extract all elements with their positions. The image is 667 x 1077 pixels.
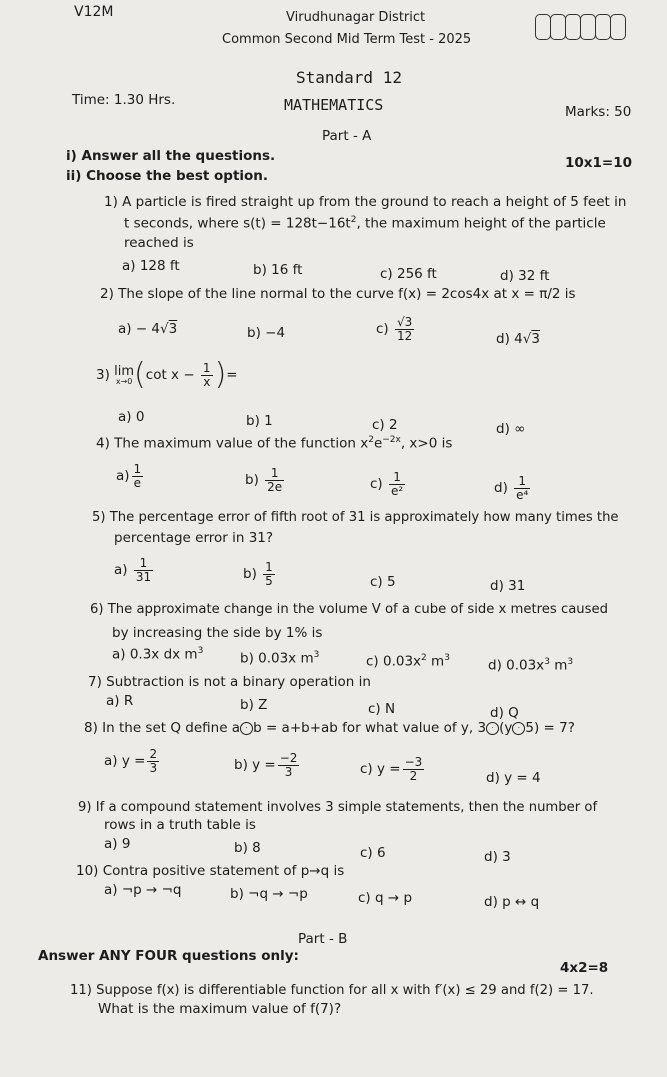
part-b-title: Part - B (298, 931, 348, 947)
q2-d-pre: d) 4 (496, 331, 523, 347)
q6-option-b (240, 650, 319, 667)
q3-lim-top: lim (114, 363, 135, 379)
q1-line2a: t seconds, where s(t) = 128t−16t (124, 215, 351, 232)
q8-option-c (360, 756, 426, 782)
q5-a-pre: a) (114, 562, 128, 579)
q3-f-den: x (203, 374, 211, 389)
marks-label: Marks: 50 (565, 104, 632, 120)
instruction-2: ii) Choose the best option. (66, 168, 269, 184)
q9-option-d: d) 3 (484, 849, 511, 865)
q10-option-b: b) ¬q → ¬p (230, 886, 308, 902)
q2-a-rad: 3 (168, 321, 178, 337)
q3-option-c: c) 2 (372, 417, 398, 433)
q3-num: 3) (96, 367, 110, 383)
q5-line1: 5) The percentage error of fifth root of 31 is approximately how many times the (92, 510, 619, 525)
time-label: Time: 1.30 Hrs. (72, 92, 176, 108)
q4-option-a (116, 463, 145, 489)
standard-title: Standard 12 (296, 68, 402, 87)
q4-b-frac (265, 467, 284, 493)
q4-c-frac (389, 471, 405, 497)
q2-c-num: √3 (397, 315, 413, 329)
q4-a-pre: a) (116, 468, 130, 485)
q6-line1: 6) The approximate change in the volume V of a cube of side x metres caused (90, 602, 609, 617)
q1-option-c: c) 256 ft (380, 266, 437, 282)
q4-b-num: 1 (265, 467, 284, 481)
q9-line2: rows in a truth table is (104, 817, 256, 833)
q5-b-num: 1 (265, 560, 273, 574)
q5-option-b (243, 561, 277, 587)
q8-b-den: 3 (284, 764, 293, 779)
q1-option-a: a) 128 ft (122, 258, 180, 274)
q3-limit (114, 365, 134, 386)
q11-line1: 11) Suppose f(x) is differentiable function for all x with f′(x) ≤ 29 and f(2) = 17. (70, 983, 594, 998)
q1-line2 (124, 215, 606, 232)
q8-c-pre: c) y = (360, 761, 401, 778)
q8-option-d: d) y = 4 (486, 770, 541, 786)
q3-option-b: b) 1 (246, 413, 273, 429)
q4-b-pre: b) (245, 472, 259, 489)
operation-circle-icon: · (512, 722, 525, 735)
q8-a-num: 2 (149, 747, 158, 761)
q6-c-sup1: 2 (421, 653, 427, 663)
q6-d-pre: d) 0.03x (488, 657, 545, 674)
operation-circle-icon: · (240, 722, 253, 735)
district-title: Virudhunagar District (286, 10, 426, 25)
test-title: Common Second Mid Term Test - 2025 (222, 32, 472, 47)
q8-c-den: 2 (409, 768, 418, 783)
q5-a-num: 1 (134, 557, 153, 571)
q6-c-mid: m (426, 653, 445, 670)
q3-frac (201, 362, 213, 388)
q1-line3: reached is (124, 235, 194, 251)
q1-sup: 2 (350, 215, 357, 225)
q8-t3: (y (499, 720, 513, 736)
q1-option-b: b) 16 ft (253, 262, 303, 278)
q8-a-frac (147, 748, 159, 774)
q4-mid: e (373, 435, 383, 452)
q7-option-c: c) N (368, 701, 396, 717)
q4-d-num: 1 (514, 475, 530, 489)
q4-option-d (494, 475, 532, 501)
q6-d-sup1: 3 (544, 657, 550, 667)
q2-c-pre: c) (376, 321, 389, 338)
q3-question: 3) lim x→0 (cot x − $\frac{1}{x}$ )= (96, 357, 238, 392)
q8-t2: b = a+b+ab for what value of y, 3 (253, 720, 487, 736)
q10-text: 10) Contra positive statement of p→q is (76, 863, 345, 879)
q9-option-b: b) 8 (234, 840, 261, 856)
part-b-instruction: Answer ANY FOUR questions only: (38, 948, 299, 964)
q1-option-d: d) 32 ft (500, 268, 550, 284)
q4-text (96, 435, 452, 452)
q6-option-a (112, 646, 203, 663)
q5-b-pre: b) (243, 566, 257, 583)
q5-a-den: 31 (135, 569, 152, 584)
instruction-1: i) Answer all the questions. (66, 148, 276, 164)
q4-d-pre: d) (494, 480, 508, 497)
q10-option-c: c) q → p (358, 890, 413, 906)
q4-a-num: 1 (133, 462, 142, 476)
q8-b-frac (278, 752, 300, 778)
operation-circle-icon: · (486, 722, 499, 735)
q6-option-d (488, 657, 573, 674)
q8-t4: 5) = 7? (525, 720, 575, 736)
q2-option-a: a) − 4√3 (118, 321, 178, 337)
part-a-title: Part - A (322, 128, 372, 144)
q4-s1: 2 (368, 435, 374, 445)
q8-text (84, 720, 575, 736)
q8-a-den: 3 (149, 760, 158, 775)
q1-line2b: , the maximum height of the particle (356, 215, 606, 232)
q11-line2: What is the maximum value of f(7)? (98, 1001, 342, 1017)
q1-line1: 1) A particle is fired straight up from the ground to reach a height of 5 feet in (104, 194, 627, 210)
q2-option-d: d) 4√3 (496, 331, 540, 347)
q4-option-c (370, 471, 407, 497)
q7-text: 7) Subtraction is not a binary operation in (88, 674, 371, 690)
subject-title: MATHEMATICS (284, 96, 384, 114)
q8-b-pre: b) y = (234, 757, 276, 774)
part-b-marks: 4x2=8 (560, 960, 609, 976)
q4-d-den: e⁴ (516, 487, 529, 502)
q6-line2: by increasing the side by 1% is (112, 625, 323, 641)
q4-d-frac (514, 475, 530, 501)
q2-d-rad: 3 (531, 331, 540, 347)
q4-s2: −2x (382, 435, 401, 445)
q4-c-den: e² (391, 483, 404, 498)
q2-a-pre: a) − 4 (118, 321, 161, 337)
q8-b-num: −2 (279, 751, 298, 765)
q6-c-sup2: 3 (444, 653, 450, 663)
q9-option-c: c) 6 (360, 845, 386, 861)
q10-option-d: d) p ↔ q (484, 894, 540, 910)
q2-c-den: 12 (397, 328, 413, 343)
q3-eq: = (226, 367, 238, 383)
q4-c-num: 1 (389, 471, 405, 485)
q3-lim-bot: x→0 (115, 376, 133, 386)
q8-option-b (234, 752, 301, 778)
q8-a-pre: a) y = (104, 753, 146, 770)
register-number-boxes (535, 14, 625, 44)
q4-a-frac (132, 463, 144, 489)
part-a-marks: 10x1=10 (565, 155, 632, 171)
q5-a-frac (134, 557, 153, 583)
q5-b-den: 5 (265, 573, 273, 588)
q4-text-b: , x>0 is (400, 435, 453, 452)
q3-option-d: d) ∞ (496, 421, 526, 437)
q2-option-c (376, 316, 416, 342)
q7-option-d: d) Q (490, 705, 519, 721)
q9-option-a: a) 9 (104, 836, 131, 852)
q5-option-a (114, 557, 155, 583)
q4-b-den: 2e (267, 479, 283, 494)
q5-line2: percentage error in 31? (114, 530, 274, 546)
q2-text: 2) The slope of the line normal to the curve f(x) = 2cos4x at x = π/2 is (100, 286, 576, 302)
q5-b-frac (263, 561, 275, 587)
q6-a-sup: 3 (197, 646, 204, 656)
q5-option-c: c) 5 (370, 574, 396, 590)
q8-t1: 8) In the set Q define a (84, 720, 241, 736)
q4-a-den: e (133, 475, 142, 490)
q6-d-sup2: 3 (567, 657, 574, 667)
q4-option-b (245, 467, 286, 493)
q6-option-c (366, 653, 450, 670)
q4-text-a: 4) The maximum value of the function x (96, 435, 369, 452)
q10-option-a: a) ¬p → ¬q (104, 882, 182, 898)
q6-b-sup: 3 (313, 650, 320, 660)
q7-option-a: a) R (106, 693, 134, 709)
q2-c-frac (395, 316, 414, 342)
q2-option-b: b) −4 (247, 325, 286, 341)
q7-option-b: b) Z (240, 697, 268, 713)
q3-option-a: a) 0 (118, 409, 145, 425)
q6-d-mid: m (549, 657, 568, 674)
q8-c-num: −3 (404, 755, 423, 769)
q6-a-pre: a) 0.3x dx m (112, 646, 198, 663)
q9-line1: 9) If a compound statement involves 3 simple statements, then the number of (78, 800, 598, 815)
q4-c-pre: c) (370, 476, 383, 493)
q6-c-pre: c) 0.03x (366, 653, 422, 670)
q3-f-num: 1 (202, 360, 211, 375)
q8-c-frac (403, 756, 425, 782)
q5-option-d: d) 31 (490, 578, 526, 594)
q8-option-a (104, 748, 161, 774)
paper-code: V12M (74, 4, 114, 20)
q6-b-pre: b) 0.03x m (240, 650, 314, 667)
q3-expr: cot x − (145, 367, 195, 383)
